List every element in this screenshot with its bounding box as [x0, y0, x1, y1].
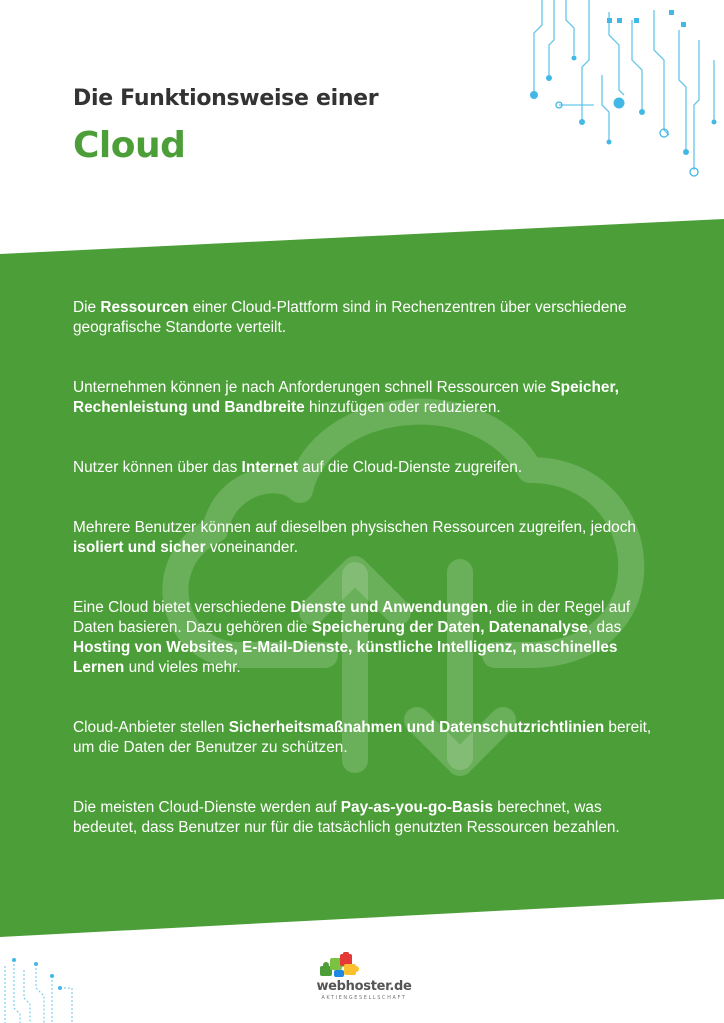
paragraph-bold-text: Ressourcen — [100, 299, 189, 316]
paragraph-text: Mehrere Benutzer können auf dieselben physischen Ressourcen zugreifen, jedoch — [73, 519, 636, 536]
paragraph-bold-text: Hosting von Websites, E-Mail-Dienste, künstliche Intelligenz, maschinelles Lernen — [73, 639, 618, 676]
paragraph-text: voneinander. — [205, 539, 298, 556]
logo-name: webhoster.de — [316, 979, 412, 994]
paragraph — [73, 798, 663, 838]
paragraph-text: Unternehmen können je nach Anforderungen schnell Ressourcen wie — [73, 379, 551, 396]
paragraph-text: Die meisten Cloud-Dienste werden auf — [73, 799, 341, 816]
circuit-board-icon — [514, 0, 724, 180]
logo-subtitle: AKTIENGESELLSCHAFT — [321, 995, 407, 1001]
paragraph-text: einer Cloud-Plattform sind in Rechenzentren über verschiedene geografische Standorte verteilt. — [73, 299, 627, 336]
paragraph-bold-text: Pay-as-you-go-Basis — [340, 799, 494, 816]
paragraph-text: Cloud-Anbieter stellen — [73, 719, 229, 736]
paragraph-text: auf die Cloud-Dienste zugreifen. — [297, 459, 523, 476]
page-heading — [73, 86, 378, 166]
paragraph — [73, 518, 663, 558]
paragraph-bold-text: Speicherung der Daten, Datenanalyse — [311, 619, 588, 636]
paragraph-text: und vieles mehr. — [124, 659, 241, 676]
paragraph-text: Eine Cloud bietet verschiedene — [73, 599, 291, 616]
paragraph — [73, 458, 663, 478]
paragraph-bold-text: Internet — [241, 459, 298, 476]
paragraph — [73, 298, 663, 338]
paragraph-text: , die in der Regel auf Daten basieren. Dazu gehören die — [73, 599, 631, 636]
page-title-line1: Die Funktionsweise einer — [73, 86, 379, 111]
paragraph — [73, 378, 663, 418]
paragraph-text: , das — [587, 619, 622, 636]
webhoster-logo[interactable] — [316, 952, 412, 1002]
content-body — [73, 298, 663, 878]
paragraph-text: Nutzer können über das — [73, 459, 242, 476]
paragraph-bold-text: Dienste und Anwendungen — [290, 599, 489, 616]
paragraph-text: berechnet, was bedeutet, dass Benutzer nur für die tatsächlich genutzten Ressourcen bezahlen. — [73, 799, 620, 836]
paragraph-text: bereit, um die Daten der Benutzer zu schützen. — [73, 719, 652, 756]
paragraph-bold-text: Speicher, Rechenleistung und Bandbreite — [73, 379, 619, 416]
puzzle-logo-icon — [316, 952, 412, 980]
paragraph-bold-text: isoliert und sicher — [73, 539, 206, 556]
paragraph — [73, 598, 663, 678]
paragraph-bold-text: Sicherheitsmaßnahmen und Datenschutzrichtlinien — [228, 719, 605, 736]
page-title-line2: Cloud — [73, 125, 186, 166]
circuit-corner-icon — [0, 958, 80, 1023]
paragraph-text: hinzufügen oder reduzieren. — [304, 399, 501, 416]
paragraph — [73, 718, 663, 758]
paragraph-text: Die — [73, 299, 101, 316]
